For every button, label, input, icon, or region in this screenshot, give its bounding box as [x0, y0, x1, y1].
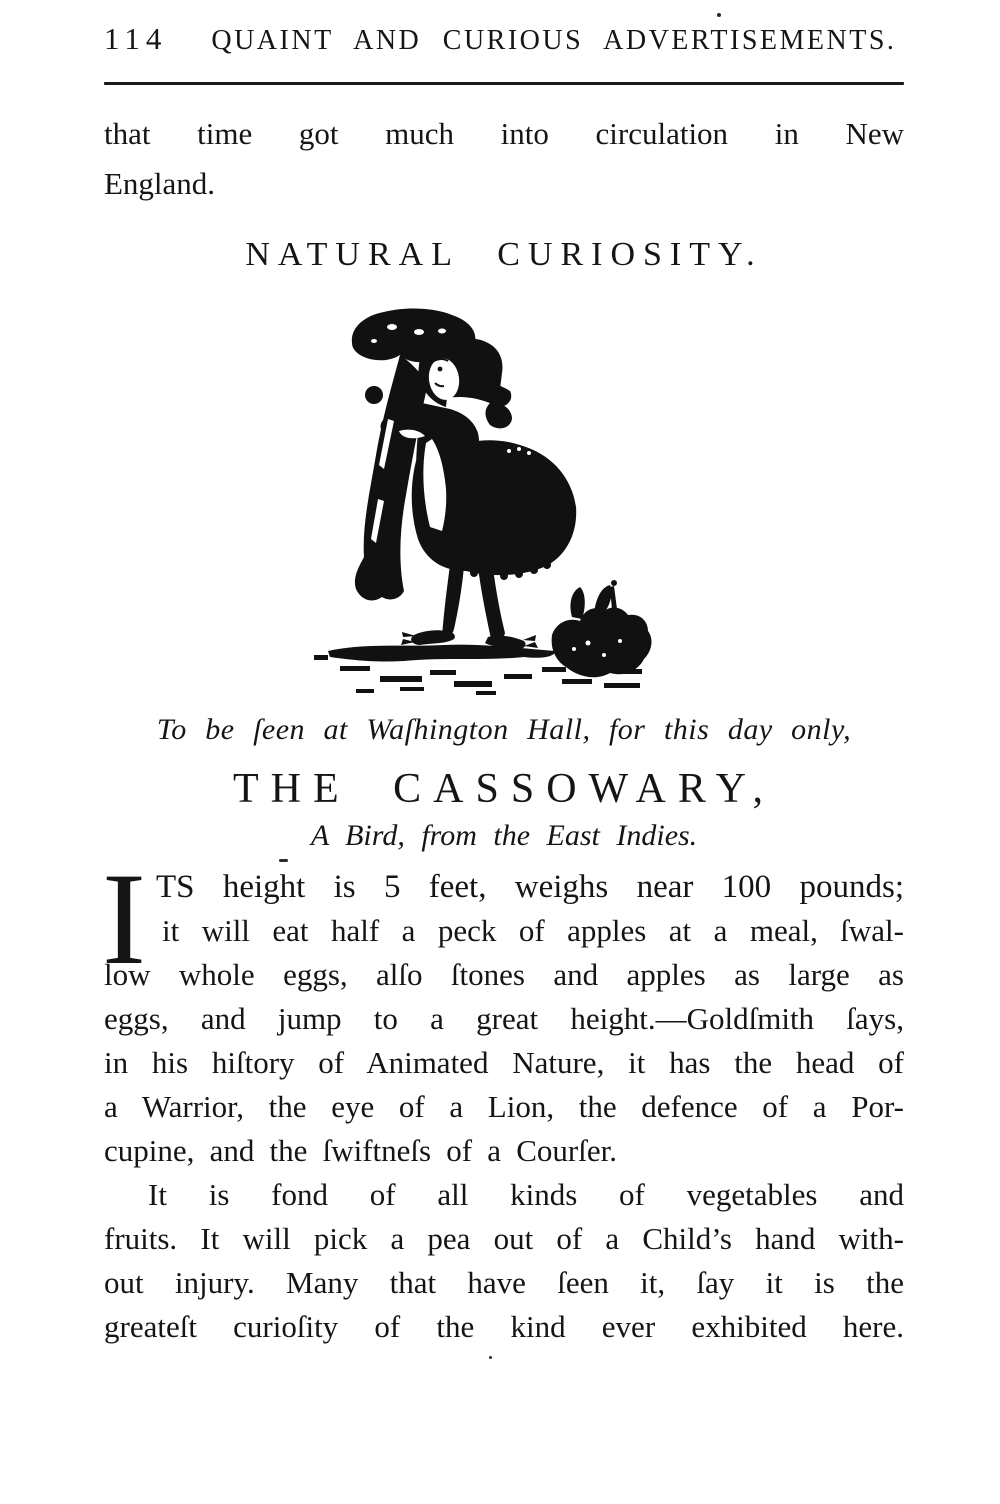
- text-line: fruits. It will pick a pea out of a Child’s hand with-: [104, 1221, 904, 1256]
- text-line: it will eat half a peck of apples at a meal, ſwal-: [162, 913, 904, 948]
- text-line: cupine, and the ſwiftneſs of a Courſer.: [104, 1133, 617, 1168]
- text-line: It is fond of all kinds of vegetables and: [148, 1177, 904, 1212]
- shrub-leaf: [570, 587, 584, 619]
- shrub-stem: [610, 586, 617, 610]
- ink-speck: [279, 859, 288, 862]
- running-header: [104, 0, 904, 57]
- text-line: in his hiſtory of Animated Nature, it has the head of: [104, 1045, 904, 1080]
- text-line: greateſt curioſity of the kind ever exhibited here.: [104, 1309, 904, 1344]
- header-rule: [104, 82, 904, 85]
- hat-shadow: [486, 403, 513, 429]
- text-line: TS height is 5 feet, weighs near 100 pounds;: [156, 869, 904, 905]
- paragraph-cassowary-description: [102, 845, 904, 1173]
- ink-speck: [489, 1356, 492, 1359]
- section-heading: NATURAL CURIOSITY.: [245, 236, 763, 273]
- showbill-subtitle: A Bird, from the East Indies.: [310, 819, 698, 852]
- text-line: out injury. Many that have ſeen it, ſay it is the: [104, 1265, 904, 1300]
- plume-knob: [365, 386, 383, 404]
- text-line: that time got much into circulation in New: [104, 116, 904, 151]
- page-number: 114: [104, 21, 168, 56]
- shrub-body: [552, 608, 652, 678]
- bird-front-foot: [411, 630, 455, 645]
- text-line: a Warrior, the eye of a Lion, the defence of a Por-: [104, 1089, 904, 1124]
- text-line: eggs, and jump to a great height.—Goldſmith ſays,: [104, 1001, 904, 1036]
- drop-cap: I: [102, 845, 146, 992]
- text-line: low whole eggs, alſo ſtones and apples as large as: [104, 957, 904, 992]
- text-column: [104, 0, 904, 1349]
- showbill-title: THE CASSOWARY,: [233, 766, 775, 812]
- paragraph-fond-of-vegetables: [104, 1173, 904, 1349]
- intro-paragraph: [104, 109, 904, 209]
- ink-speck: [717, 13, 721, 17]
- text-line: England.: [104, 166, 216, 201]
- venue-line: To be ſeen at Waſhington Hall, for this day only,: [156, 713, 852, 746]
- running-title: QUAINT AND CURIOUS ADVERTISEMENTS.: [211, 25, 897, 56]
- cassowary-woodcut-illustration: [300, 299, 708, 709]
- bird-front-leg: [442, 565, 464, 637]
